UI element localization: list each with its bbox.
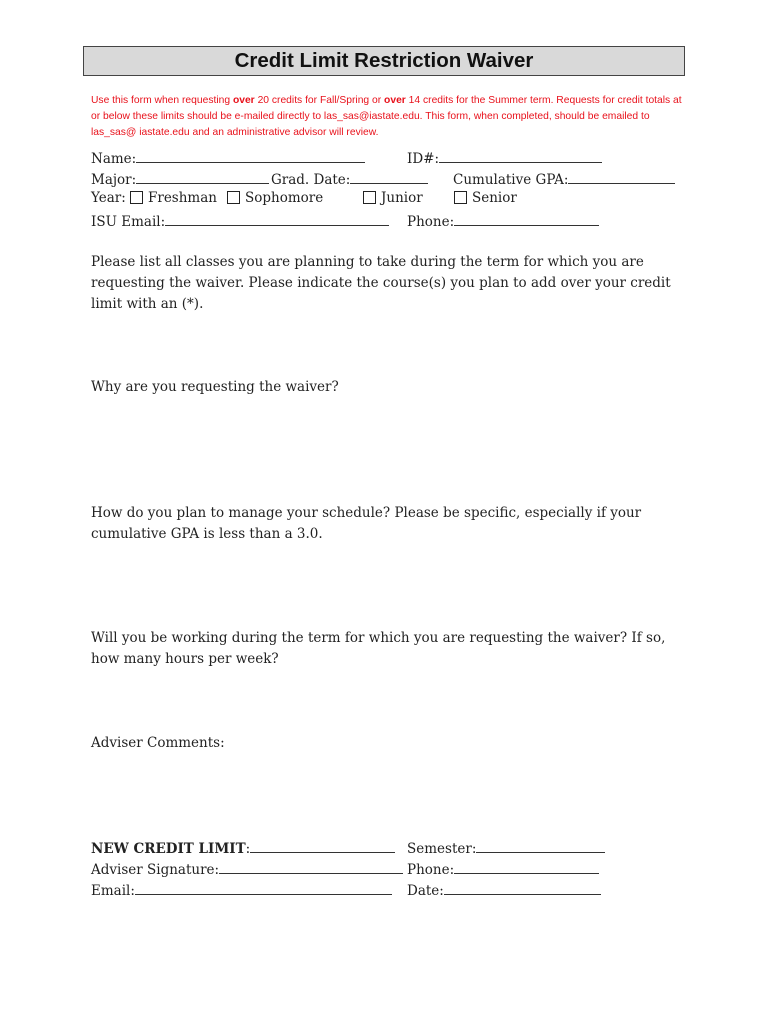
gpa-input-line[interactable] bbox=[568, 170, 675, 184]
gpa-field bbox=[453, 170, 675, 189]
adviser-comments-label: Adviser Comments: bbox=[91, 735, 225, 751]
year-label: Year: bbox=[91, 190, 126, 206]
credit-limit-label: NEW CREDIT LIMIT bbox=[91, 841, 246, 857]
grad-date-input-line[interactable] bbox=[350, 170, 428, 184]
notice-emphasis: over bbox=[384, 95, 406, 106]
adviser-phone-label: Phone: bbox=[407, 862, 455, 878]
semester-input-line[interactable] bbox=[476, 839, 605, 853]
id-label: ID#: bbox=[407, 151, 440, 167]
major-label: Major: bbox=[91, 172, 137, 188]
sophomore-checkbox[interactable] bbox=[227, 191, 240, 204]
credit-limit-input-line[interactable] bbox=[250, 839, 395, 853]
schedule-question: How do you plan to manage your schedule? Please be specific, especially if your cumulative GPA is less than a 3.0. bbox=[91, 505, 642, 542]
adviser-email-field bbox=[91, 881, 392, 900]
major-field bbox=[91, 170, 269, 189]
notice-text: 14 credits for the Summer term. Requests for credit totals at or below these limits should be e-mailed directly to las_sas@iastate.edu. This form, when completed, should be emailed to las_sas@ iastate.edu and an administrative advisor will review. bbox=[91, 95, 682, 138]
credit-limit-colon: : bbox=[245, 841, 251, 857]
working-question: Will you be working during the term for which you are requesting the waiver? If so, how many hours per week? bbox=[91, 630, 666, 667]
notice-emphasis: over bbox=[232, 95, 255, 106]
name-input-line[interactable] bbox=[136, 149, 365, 163]
grad-date-field bbox=[271, 170, 428, 189]
year-label-wrap bbox=[91, 190, 126, 207]
junior-option[interactable] bbox=[359, 190, 423, 207]
adviser-email-input-line[interactable] bbox=[135, 881, 392, 895]
phone-field bbox=[407, 212, 599, 231]
grad-date-label: Grad. Date: bbox=[271, 172, 351, 188]
sophomore-label: Sophomore bbox=[245, 190, 324, 206]
phone-label: Phone: bbox=[407, 214, 455, 230]
senior-checkbox[interactable] bbox=[454, 191, 467, 204]
junior-checkbox[interactable] bbox=[363, 191, 376, 204]
notice-text: Use this form when requesting bbox=[91, 95, 233, 106]
why-question: Why are you requesting the waiver? bbox=[91, 379, 339, 395]
phone-input-line[interactable] bbox=[454, 212, 599, 226]
signature-label: Adviser Signature: bbox=[91, 862, 220, 878]
adviser-phone-input-line[interactable] bbox=[454, 860, 599, 874]
form-title: Credit Limit Restriction Waiver bbox=[234, 49, 534, 72]
freshman-checkbox[interactable] bbox=[130, 191, 143, 204]
name-label: Name: bbox=[91, 151, 137, 167]
adviser-phone-field bbox=[407, 860, 599, 879]
email-field bbox=[91, 212, 389, 231]
senior-option[interactable] bbox=[450, 190, 517, 207]
sophomore-option[interactable] bbox=[223, 190, 323, 207]
classes-question: Please list all classes you are planning to take during the term for which you are requesting the waiver. Please indicate the course(s) you plan to add over your credit limit with an (*). bbox=[91, 254, 671, 312]
form-title-box bbox=[83, 46, 685, 76]
gpa-label: Cumulative GPA: bbox=[453, 172, 569, 188]
name-field bbox=[91, 149, 365, 168]
semester-label: Semester: bbox=[407, 841, 477, 857]
date-label: Date: bbox=[407, 883, 444, 899]
signature-input-line[interactable] bbox=[219, 860, 403, 874]
date-field bbox=[407, 881, 601, 900]
date-input-line[interactable] bbox=[444, 881, 601, 895]
credit-limit-field bbox=[91, 839, 395, 858]
instructions-notice bbox=[91, 93, 691, 141]
id-input-line[interactable] bbox=[439, 149, 602, 163]
major-input-line[interactable] bbox=[136, 170, 269, 184]
email-label: ISU Email: bbox=[91, 214, 166, 230]
email-input-line[interactable] bbox=[165, 212, 389, 226]
freshman-option[interactable] bbox=[126, 190, 217, 207]
adviser-email-label: Email: bbox=[91, 883, 135, 899]
id-field bbox=[407, 149, 602, 168]
notice-text: 20 credits for Fall/Spring or bbox=[254, 95, 385, 106]
junior-label: Junior bbox=[381, 190, 423, 206]
signature-field bbox=[91, 860, 403, 879]
senior-label: Senior bbox=[472, 190, 517, 206]
semester-field bbox=[407, 839, 605, 858]
freshman-label: Freshman bbox=[148, 190, 217, 206]
